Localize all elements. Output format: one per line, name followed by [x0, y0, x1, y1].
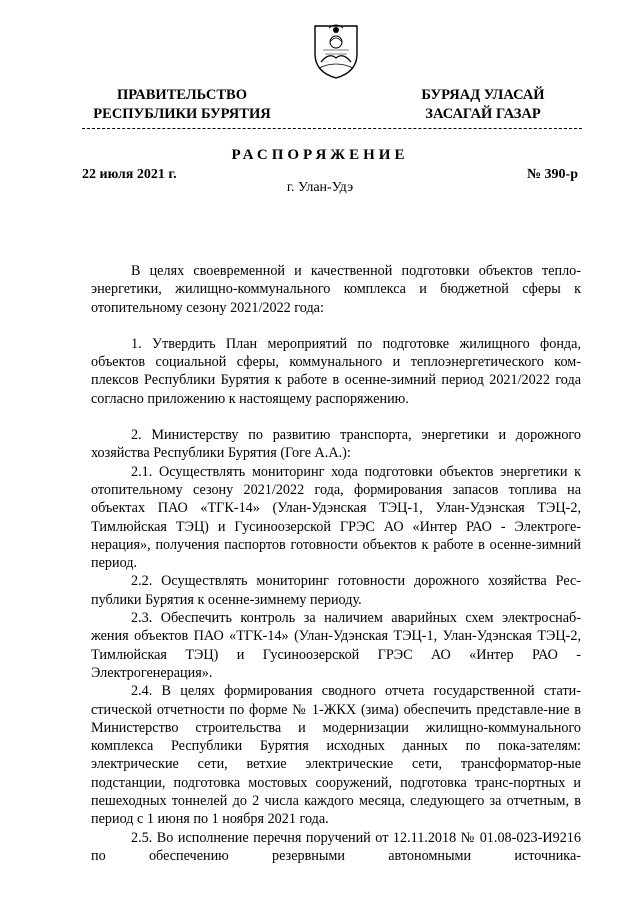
header-divider — [82, 128, 582, 129]
paragraph-2-1: 2.1. Осуществлять мониторинг хода подготовки объектов энергетики к отопительному сезону 2021/2022 года, формирования запасов топлива на объектах ПАО «ТГК-14» (Улан-Удэнская ТЭЦ-1, Улан-Удэнская ТЭЦ-2, Тимлюйская ТЭЦ) и Гусиноозерской ГРЭС АО «Интер РАО - Электроге-нерация», получения паспортов готовности объектов к работе в осенне-зимний период. — [91, 463, 581, 572]
paragraph-2-2: 2.2. Осуществлять мониторинг готовности дорожного хозяйства Рес-публики Бурятия к осенне-зимнему периоду. — [91, 573, 581, 608]
paragraph-2-3: 2.3. Обеспечить контроль за наличием аварийных схем электроснаб-жения объектов ПАО «ТГК-14» (Улан-Удэнская ТЭЦ-1, Улан-Удэнская ТЭЦ-2, Тимлюйская ТЭЦ) и Гусиноозерской ГРЭС АО «Интер РАО - Электрогенерация». — [91, 610, 581, 681]
coat-of-arms-icon — [309, 20, 363, 80]
document-number: № 390-р — [526, 167, 578, 182]
government-name-russian — [82, 86, 282, 124]
document-body — [91, 262, 581, 865]
header-right-line1: БУРЯАД УЛАСАЙ — [421, 87, 545, 103]
paragraph-2-4: 2.4. В целях формирования сводного отчета государственной стати-стической отчетности по форме № 1-ЖКХ (зима) обеспечить представле-ние в Министерство строительства и модернизации жилищно-коммунального комплекса Республики Бурятия исходных данных по пока-зателям: электрические сети, ветхие электрические сети, трансформатор-ные подстанции, подготовка мостовых сооружений, подготовка транс-портных и пешеходных тоннелей до 2 числа каждого месяца, следующего за отчетным, в период с 1 июня по 1 ноября 2021 года. — [91, 683, 581, 828]
header-left-line1: ПРАВИТЕЛЬСТВО — [117, 87, 247, 103]
header-left-line2: РЕСПУБЛИКИ БУРЯТИЯ — [93, 106, 271, 122]
document-city: г. Улан-Удэ — [286, 180, 354, 195]
paragraph-2: 2. Министерству по развитию транспорта, энергетики и дорожного хозяйства Республики Бурятия (Гоге А.А.): — [91, 427, 581, 462]
document-date: 22 июля 2021 г. — [82, 167, 177, 182]
header-right-line2: ЗАСАГАЙ ГАЗАР — [425, 106, 541, 122]
paragraph-1: 1. Утвердить План мероприятий по подготовке жилищного фонда, объектов социальной сферы, коммунального и теплоэнергетического ком-плексов Республики Бурятия к работе в осенне-зимний период 2021/2022 года согласно приложению к настоящему распоряжению. — [91, 335, 581, 407]
paragraph-preamble: В целях своевременной и качественной подготовки объектов тепло-энергетики, жилищно-коммунального комплекса и бюджетной сферы к отопительному сезону 2021/2022 года: — [91, 263, 581, 316]
document-type-title: РАСПОРЯЖЕНИЕ — [231, 147, 409, 163]
government-name-buryat — [403, 86, 563, 124]
paragraph-2-5: 2.5. Во исполнение перечня поручений от 12.11.2018 № 01.08-023-И9216 по обеспечению резервными автономными источника- — [91, 829, 581, 864]
